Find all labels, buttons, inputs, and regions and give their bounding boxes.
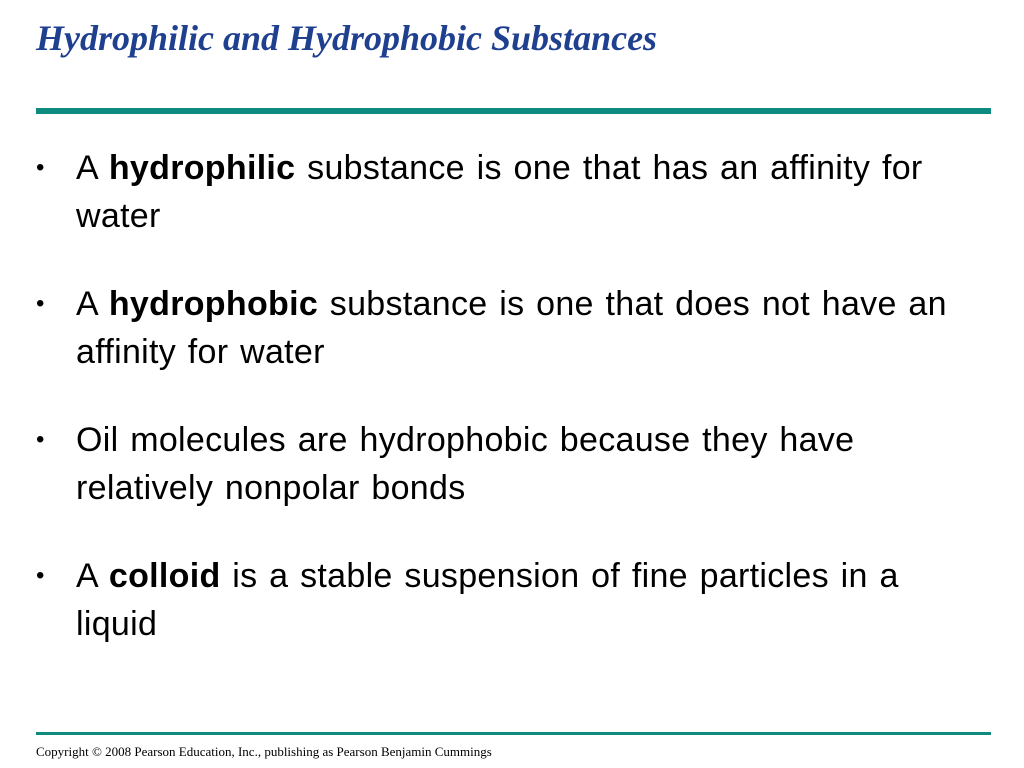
bullet-text: A colloid is a stable suspension of fine particles in a liquid (76, 557, 899, 643)
bullet-text: A hydrophobic substance is one that does not have an affinity for water (76, 285, 947, 371)
bullet-item (36, 280, 986, 376)
bold-term: colloid (108, 557, 221, 595)
bullet-icon: • (36, 562, 45, 589)
bullet-icon: • (36, 426, 45, 453)
bullet-icon: • (36, 154, 45, 181)
bullet-text: A hydrophilic substance is one that has an affinity for water (76, 149, 923, 235)
bullet-icon: • (36, 290, 45, 317)
slide-title: Hydrophilic and Hydrophobic Substances (36, 18, 658, 58)
copyright-footer: Copyright © 2008 Pearson Education, Inc., publishing as Pearson Benjamin Cummings (36, 744, 492, 759)
bold-term: hydrophobic (108, 285, 319, 323)
bullet-item (36, 552, 986, 648)
bullet-item (36, 144, 986, 240)
bottom-divider (36, 732, 991, 735)
top-divider (36, 108, 991, 114)
bold-term: hydrophilic (108, 149, 296, 187)
bullet-text: Oil molecules are hydrophobic because they have relatively nonpolar bonds (76, 421, 855, 507)
bullet-item (36, 416, 986, 512)
bullet-list (36, 144, 986, 648)
